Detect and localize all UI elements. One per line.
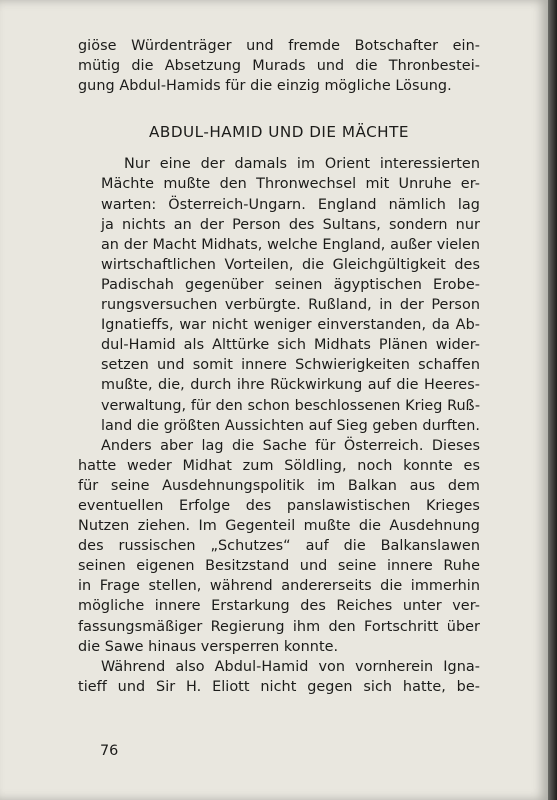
text-line: ja nichts an der Person des Sultans, sondern nur [101, 216, 480, 233]
text-line: warten: Österreich-Ungarn. England nämlich lag [101, 196, 480, 213]
text-line: rungsversuchen verbürgte. Rußland, in der Person [101, 297, 480, 314]
text-line: verwaltung, für den schon beschlossenen Krieg Ruß- [101, 397, 480, 414]
text-line: Nur eine der damals im Orient interessierten [124, 156, 480, 173]
intro-paragraph [78, 36, 480, 96]
text-line: seinen eigenen Besitzstand und seine innere Ruhe [78, 558, 480, 575]
text-line: für seine Ausdehnungspolitik im Balkan aus dem [78, 477, 480, 494]
text-line: Padischah gegenüber seinen ägyptischen Erobe- [101, 276, 480, 293]
text-line: wirtschaftlichen Vorteilen, die Gleichgültigkeit des [101, 256, 480, 273]
paragraph-1 [78, 154, 480, 435]
text-line: in Frage stellen, während andererseits die immerhin [78, 578, 480, 595]
text-line: eventuellen Erfolge des panslawistischen Krieges [78, 497, 480, 514]
text-line: hatte weder Midhat zum Söldling, noch konnte es [78, 457, 480, 474]
book-spine-edge [548, 0, 557, 800]
paragraph-2 [78, 436, 480, 657]
text-line: Nutzen ziehen. Im Gegenteil mußte die Ausdehnung [78, 518, 480, 535]
text-line: setzen und somit innere Schwierigkeiten schaffen [101, 357, 480, 374]
text-line: gung Abdul-Hamids für die einzig mögliche Lösung. [78, 78, 452, 95]
text-line: an der Macht Midhats, welche England, außer vielen [101, 236, 480, 253]
text-line: mußte, die, durch ihre Rückwirkung auf die Heeres- [101, 377, 480, 394]
text-line: tieff und Sir H. Eliott nicht gegen sich hatte, be- [78, 678, 480, 695]
section-heading: ABDUL-HAMID UND DIE MÄCHTE [149, 123, 409, 142]
text-line: des russischen „Schutzes“ auf die Balkanslawen [78, 538, 480, 555]
text-line: Anders aber lag die Sache für Österreich. Dieses [101, 437, 480, 454]
text-line: mögliche innere Erstarkung des Reiches unter ver- [78, 598, 480, 615]
paragraph-3 [78, 657, 480, 697]
text-line: giöse Würdenträger und fremde Botschafter ein- [78, 38, 480, 54]
text-line: fassungsmäßiger Regierung ihm den Fortschritt über [78, 618, 480, 635]
text-line: Während also Abdul-Hamid von vornherein Igna- [101, 658, 480, 675]
page-number: 76 [100, 743, 119, 759]
text-line: die Sawe hinaus versperren konnte. [78, 638, 339, 655]
text-line: dul-Hamid als Alttürke sich Midhats Plänen wider- [101, 337, 480, 354]
body-text [78, 36, 480, 697]
text-line: land die größten Aussichten auf Sieg geben durften. [101, 417, 480, 434]
text-line: Mächte mußte den Thronwechsel mit Unruhe er- [101, 176, 480, 193]
text-line: mütig die Absetzung Murads und die Thronbestei- [78, 58, 480, 75]
text-line: Ignatieffs, war nicht weniger einverstanden, da Ab- [101, 317, 480, 334]
